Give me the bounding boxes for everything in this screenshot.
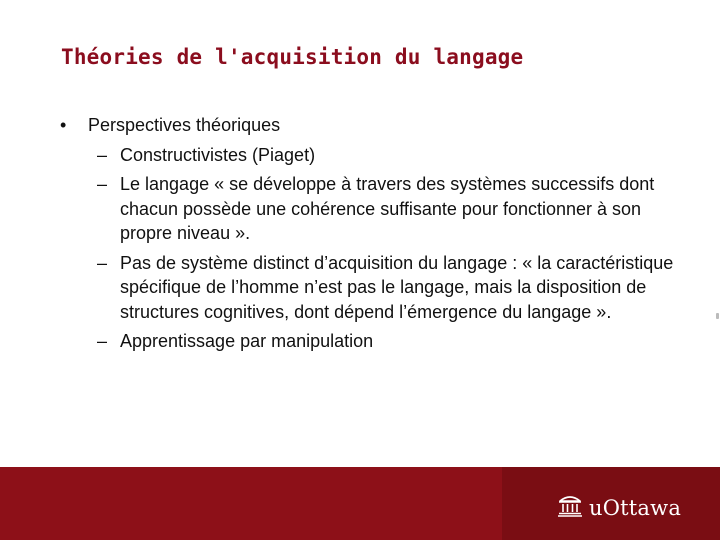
bullet-marker: • <box>60 115 67 135</box>
university-building-icon <box>557 493 583 522</box>
sub-item-text: Constructivistes (Piaget) <box>120 144 316 165</box>
dash-marker: – <box>97 174 108 194</box>
sub-item-2 <box>60 172 690 246</box>
slide-content <box>60 113 690 354</box>
edge-mark <box>716 313 719 319</box>
dash-marker: – <box>97 252 108 273</box>
sub-item-text: Apprentissage par manipulation <box>120 331 374 351</box>
bullet-text: Perspectives théoriques <box>88 115 281 135</box>
bullet-item <box>60 113 690 138</box>
sub-item-text: Pas de système distinct d’acquisition du langage : « la caractéristique spécifique de l’homme n’est pas le langage, mais la disposition de structures cognitives, dont dépend l’émergence du langage ». <box>120 252 674 322</box>
sub-item-text: Le langage « se développe à travers des systèmes successifs dont chacun possède une cohérence suffisante pour fonctionner à son propre niveau ». <box>120 174 655 243</box>
dash-marker: – <box>97 331 108 351</box>
uottawa-logo <box>557 493 681 522</box>
sub-item-1 <box>60 143 690 168</box>
footer-band <box>0 467 720 540</box>
sub-item-4 <box>60 329 690 354</box>
logo-text: uOttawa <box>589 495 682 520</box>
slide-title: Théories de l'acquisition du langage <box>61 45 524 69</box>
footer-logo-area <box>502 467 720 540</box>
dash-marker: – <box>97 144 108 165</box>
sub-item-3 <box>60 251 690 325</box>
